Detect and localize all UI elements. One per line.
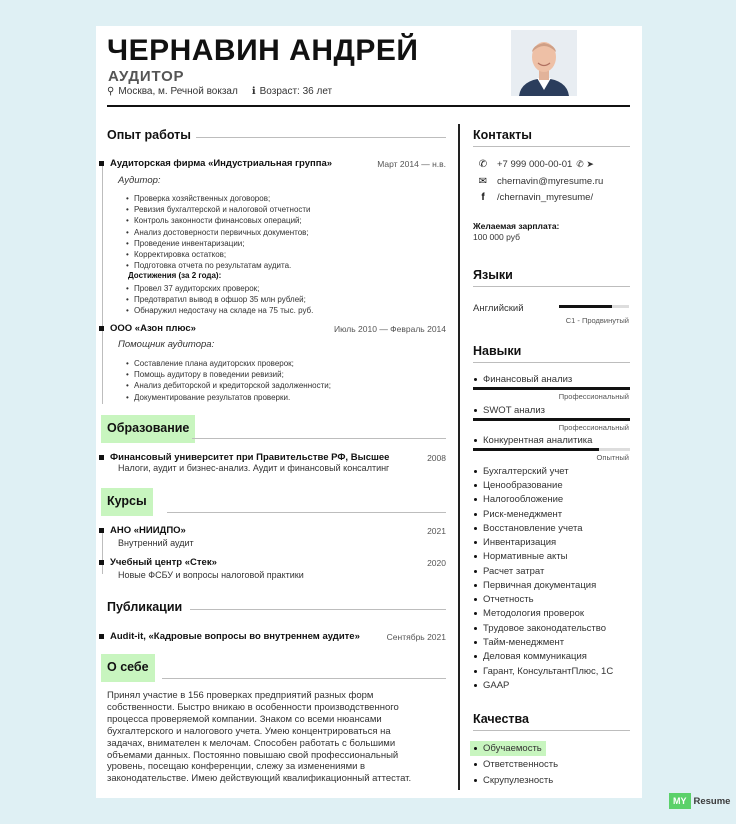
candidate-meta xyxy=(107,86,332,97)
skill-level-bar xyxy=(473,387,630,390)
rated-skill: SWOT анализ xyxy=(483,405,545,416)
section-rule xyxy=(162,678,446,679)
skill-item: Гарант, КонсультантПлюс, 1С xyxy=(483,666,614,677)
section-title-languages: Языки xyxy=(473,268,513,282)
quality-item: Обучаемость xyxy=(470,741,546,756)
skill-item: Расчет затрат xyxy=(483,566,545,577)
rated-skill: Финансовый анализ xyxy=(483,374,573,385)
info-icon: ℹ xyxy=(251,86,256,97)
section-title-contacts: Контакты xyxy=(473,128,532,142)
list-item: • Корректировка остатков; xyxy=(126,249,311,260)
list-item: • Помощь аудитору в поведении ревизий; xyxy=(126,369,331,380)
candidate-name: ЧЕРНАВИН АНДРЕЙ xyxy=(107,34,419,67)
course-year: 2020 xyxy=(427,558,446,568)
quality-item: Ответственность xyxy=(483,759,559,770)
section-title-qualities: Качества xyxy=(473,712,530,726)
section-rule xyxy=(473,286,630,287)
list-item: • Анализ достоверности первичных документов; xyxy=(126,227,311,238)
logo-resume: Resume xyxy=(693,795,731,807)
section-title-publications: Публикации xyxy=(107,600,183,614)
list-item: • Проведение инвентаризации; xyxy=(126,238,311,249)
skill-item: Восстановление учета xyxy=(483,523,583,534)
skill-level-label: Опытный xyxy=(596,453,629,462)
about-text: Принял участие в 156 проверках предприятий разных форм собственности. Быстро вникаю в особенности производственного процесса проверяемой компании. Знаком со всеми нюансами бухгалтерского и налогового учета. Умею концентрироваться на задачах, внимателен к мелочам. Способен работать с большими объемами данных. Постоянно повышаю свой профессиональный уровень, посещаю конференции, слежу за изменениями в законодательстве. Имею действующий квалификационный аттестат. xyxy=(107,690,412,785)
location-text: Москва, м. Речной вокзал xyxy=(118,86,238,97)
section-rule xyxy=(473,362,630,363)
achievements-list xyxy=(126,283,313,317)
job-company: ООО «Азон плюс» xyxy=(110,323,196,334)
skill-item: Риск-менеджмент xyxy=(483,509,563,520)
skill-item: GAAP xyxy=(483,680,510,691)
salary-label: Желаемая зарплата: xyxy=(473,221,560,231)
phone-icon: ✆ xyxy=(478,159,488,170)
list-item: • Ревизия бухгалтерской и налоговой отчетности xyxy=(126,204,311,215)
skill-item: Трудовое законодательство xyxy=(483,623,607,634)
list-item: • Обнаружил недостачу на складе на 75 тыс. руб. xyxy=(126,305,313,316)
publication-title: Audit-it, «Кадровые вопросы во внутреннем аудите» xyxy=(110,631,360,642)
myresume-logo xyxy=(669,793,730,809)
job-dates: Март 2014 — н.в. xyxy=(377,159,446,169)
header-divider xyxy=(107,105,630,107)
skill-level-fill xyxy=(473,418,630,421)
contact-email[interactable] xyxy=(477,176,603,187)
facebook-text: /chernavin_myresume/ xyxy=(497,192,594,203)
course-desc: Новые ФСБУ и вопросы налоговой практики xyxy=(118,570,304,580)
language-level-fill xyxy=(559,305,612,308)
candidate-photo xyxy=(511,30,577,96)
quality-item: Скрупулезность xyxy=(483,775,554,786)
skill-item: Налогообложение xyxy=(483,494,564,505)
education-desc: Налоги, аудит и бизнес-анализ. Аудит и финансовый консалтинг xyxy=(118,463,390,473)
skill-level-label: Профессиональный xyxy=(558,392,629,401)
contact-facebook[interactable] xyxy=(477,192,593,203)
education-year: 2008 xyxy=(427,453,446,463)
job-company: Аудиторская фирма «Индустриальная группа» xyxy=(110,158,333,169)
section-title-skills: Навыки xyxy=(473,344,522,358)
education-title: Финансовый университет при Правительстве РФ, Высшее xyxy=(110,452,390,463)
skill-item: Отчетность xyxy=(483,594,534,605)
course-desc: Внутренний аудит xyxy=(118,538,194,548)
list-item: • Анализ дебиторской и кредиторской задолженности; xyxy=(126,380,331,391)
skill-item: Инвентаризация xyxy=(483,537,557,548)
section-rule xyxy=(473,730,630,731)
skill-item: Первичная документация xyxy=(483,580,597,591)
skill-item: Бухгалтерский учет xyxy=(483,466,569,477)
job-dates: Июль 2010 — Февраль 2014 xyxy=(334,324,446,334)
skill-level-label: Профессиональный xyxy=(558,423,629,432)
list-item: • Предотвратил вывод в офшор 35 млн рублей; xyxy=(126,294,313,305)
email-icon: ✉ xyxy=(478,176,488,187)
list-item: • Документирование результатов проверки. xyxy=(126,392,331,403)
skill-item: Тайм-менеджмент xyxy=(483,637,565,648)
section-rule xyxy=(190,609,446,610)
resume-page xyxy=(96,26,642,798)
course-year: 2021 xyxy=(427,526,446,536)
course-title: АНО «НИИДПО» xyxy=(110,525,186,536)
facebook-icon: f xyxy=(481,192,485,203)
skill-item: Методология проверок xyxy=(483,608,585,619)
column-divider xyxy=(458,124,460,790)
job-position: Помощник аудитора: xyxy=(118,339,215,350)
publication-date: Сентябрь 2021 xyxy=(386,632,446,642)
list-item: • Контроль законности финансовых операций; xyxy=(126,215,311,226)
skill-level-bar xyxy=(473,448,630,451)
section-rule xyxy=(192,438,446,439)
section-title-courses: Курсы xyxy=(101,488,153,516)
section-title-about: О себе xyxy=(101,654,155,682)
achievements-label: Достижения (за 2 года): xyxy=(128,271,222,280)
skill-item: Ценообразование xyxy=(483,480,563,491)
salary-value: 100 000 руб xyxy=(473,232,520,242)
logo-my: MY xyxy=(669,793,691,809)
phone-text: +7 999 000-00-01 xyxy=(497,159,573,170)
language-level-label: C1 - Продвинутый xyxy=(565,316,629,325)
timeline-line xyxy=(102,164,103,404)
location-pin-icon: ⚲ xyxy=(107,86,115,97)
skill-item: Нормативные акты xyxy=(483,551,568,562)
skill-level-fill xyxy=(473,448,599,451)
skill-item: Деловая коммуникация xyxy=(483,651,587,662)
section-rule xyxy=(196,137,446,138)
language-name: Английский xyxy=(473,303,524,314)
list-item: • Провел 37 аудиторских проверок; xyxy=(126,283,313,294)
course-title: Учебный центр «Стек» xyxy=(110,557,217,568)
age-text: Возраст: 36 лет xyxy=(259,86,333,97)
list-item: • Проверка хозяйственных договоров; xyxy=(126,193,311,204)
contact-phone[interactable] xyxy=(477,159,594,170)
section-rule xyxy=(167,512,446,513)
email-text: chernavin@myresume.ru xyxy=(497,176,604,187)
job-position: Аудитор: xyxy=(118,175,161,186)
list-item: • Составление плана аудиторских проверок; xyxy=(126,358,331,369)
language-level-bar xyxy=(559,305,629,308)
rated-skill: Конкурентная аналитика xyxy=(483,435,593,446)
list-item: • Подготовка отчета по результатам аудита. xyxy=(126,260,311,271)
section-rule xyxy=(473,146,630,147)
candidate-role: АУДИТОР xyxy=(108,68,185,85)
whatsapp-telegram-icons: ✆ ➤ xyxy=(576,159,594,169)
job-duties-list xyxy=(126,358,331,403)
timeline-line xyxy=(102,529,103,574)
section-title-experience: Опыт работы xyxy=(107,128,191,142)
skill-level-fill xyxy=(473,387,630,390)
section-title-education: Образование xyxy=(101,415,195,443)
skill-level-bar xyxy=(473,418,630,421)
job-duties-list xyxy=(126,193,311,271)
